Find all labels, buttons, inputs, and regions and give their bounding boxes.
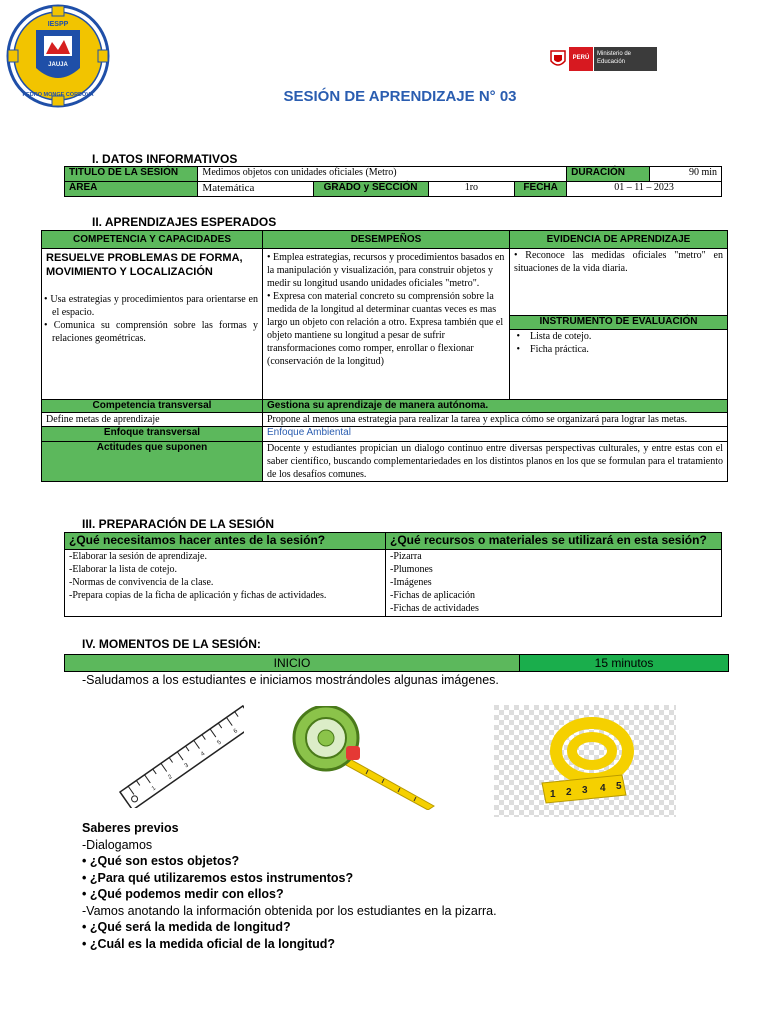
enfoque-value: Enfoque Ambiental <box>263 427 728 442</box>
enfoque-label: Enfoque transversal <box>42 427 263 442</box>
ruler-number: 5 <box>216 739 223 747</box>
transversal-value: Gestiona su aprendizaje de manera autónoma. <box>263 400 728 413</box>
col-antes: ¿Qué necesitamos hacer antes de la sesión? <box>65 533 386 550</box>
titulo-value: Medimos objetos con unidades oficiales (Metro) <box>198 167 567 182</box>
ruler-number: 2 <box>167 774 174 781</box>
tape-number: 2 <box>566 787 572 798</box>
section-3-heading: III. PREPARACIÓN DE LA SESIÓN <box>82 517 275 531</box>
recurso-item: -Pizarra <box>390 551 422 562</box>
fecha-label: FECHA <box>515 182 567 197</box>
logo-badge-text: JAUJA <box>48 62 68 68</box>
desempeno-item: • Expresa con material concreto su comprensión sobre la medida de la longitud al determinar cuantas veces es mas largo un objeto con relación a otro. Expresa también que el objeto mantiene su longitud a pesar de sufrir transformaciones como romper, enrollar o flexionar (conservación de la longitud) <box>267 291 504 367</box>
recurso-item: -Imágenes <box>390 577 432 588</box>
grado-label: GRADO y SECCIÓN <box>313 182 428 197</box>
col-competencia: COMPETENCIA Y CAPACIDADES <box>42 231 263 249</box>
tape-number: 4 <box>600 783 606 794</box>
antes-item: -Elaborar la lista de cotejo. <box>69 564 178 575</box>
coiled-tape-image <box>494 705 676 817</box>
ruler-number: 4 <box>200 751 207 758</box>
ministry-name: Ministerio de Educación <box>597 51 632 65</box>
instrumento-item: • Ficha práctica. <box>514 344 589 355</box>
recurso-item: -Fichas de aplicación <box>390 590 475 601</box>
logo-top-text: IESPP <box>47 21 69 28</box>
col-desempenos: DESEMPEÑOS <box>263 231 510 249</box>
duracion-value: 90 min <box>649 167 721 182</box>
evidencia-value: • Reconoce las medidas oficiales "metro" en situaciones de la vida diaria. <box>510 249 728 316</box>
ruler-number: 6 <box>232 728 240 735</box>
metas-label: Define metas de aprendizaje <box>42 413 263 427</box>
competencia-title: RESUELVE PROBLEMAS DE FORMA, MOVIMIENTO Y LOCALIZACIÓN <box>46 252 243 278</box>
ruler-number: 1 <box>150 785 158 793</box>
transversal-label: Competencia transversal <box>42 400 263 413</box>
antes-item: -Normas de convivencia de la clase. <box>69 577 214 588</box>
grado-value: 1ro <box>428 182 515 197</box>
tape-number: 5 <box>616 781 622 792</box>
antes-item: -Elaborar la sesión de aprendizaje. <box>69 551 207 562</box>
aprendizajes-table <box>41 230 728 482</box>
col-evidencia: EVIDENCIA DE APRENDIZAJE <box>510 231 728 249</box>
capacidad-item: • Usa estrategias y procedimientos para orientarse en el espacio. <box>44 294 258 318</box>
titulo-label: TITULO DE LA SESIÓN <box>65 167 198 182</box>
section-4-heading: IV. MOMENTOS DE LA SESIÓN: <box>82 637 261 651</box>
antes-item: -Prepara copias de la ficha de aplicación y fichas de actividades. <box>69 590 327 601</box>
capacidad-item: • Comunica su comprensión sobre las formas y relaciones geométricas. <box>44 320 258 344</box>
logo-ring-text: PEDRO MONGE CORDOVA <box>22 92 94 98</box>
inicio-table <box>64 654 729 672</box>
recurso-item: -Fichas de actividades <box>390 603 479 614</box>
saberes-title: Saberes previos <box>82 821 179 835</box>
area-label: ÁREA <box>65 182 198 197</box>
preparacion-table <box>64 532 722 617</box>
ruler-image <box>108 700 244 808</box>
datos-informativos-table <box>64 166 722 197</box>
desempeno-item: • Emplea estrategias, recursos y procedimientos basados en la manipulación y visualización, para construir objetos y medir su longitud usando unidades oficiales "metro". <box>267 252 505 289</box>
inicio-intro: -Saludamos a los estudiantes e iniciamos mostrándoles algunas imágenes. <box>82 673 499 687</box>
question-item: • ¿Cuál es la medida oficial de la longitud? <box>82 936 336 951</box>
question-item: • ¿Para qué utilizaremos estos instrumentos? <box>82 870 354 885</box>
area-value: Matemática <box>198 182 313 197</box>
inicio-label: INICIO <box>65 655 520 672</box>
section-1-heading: I. DATOS INFORMATIVOS <box>92 152 238 166</box>
duracion-label: DURACIÓN <box>567 167 650 182</box>
metas-value: Propone al menos una estrategia para realizar la tarea y explica cómo se organizará para lograr las metas. <box>263 413 728 427</box>
tape-number: 3 <box>582 785 588 796</box>
instrumento-item: • Lista de cotejo. <box>514 331 592 342</box>
question-item: • ¿Qué podemos medir con ellos? <box>82 887 284 901</box>
ministry-logo <box>549 47 657 71</box>
tape-measure-image <box>288 706 440 810</box>
section-2-heading: II. APRENDIZAJES ESPERADOS <box>92 215 277 229</box>
actitudes-value: Docente y estudiantes propician un dialogo continuo entre diversas perspectivas culturales, y entre estas con el saber científico, buscando complementariedades en los distintos planos en los que se formulan para el tratamiento de los desafíos comunes. <box>263 442 728 482</box>
page-title: SESIÓN DE APRENDIZAJE N° 03 <box>283 88 517 105</box>
instrumento-label: INSTRUMENTO DE EVALUACIÓN <box>510 316 728 330</box>
inicio-time: 15 minutos <box>520 655 729 672</box>
dialogamos-text: -Dialogamos <box>82 837 153 852</box>
question-item: • ¿Qué son estos objetos? <box>82 854 240 868</box>
question-item: • ¿Qué será la medida de longitud? <box>82 920 291 934</box>
col-recursos: ¿Qué recursos o materiales se utilizará en esta sesión? <box>386 533 722 550</box>
ministry-country: PERÚ <box>572 55 590 61</box>
fecha-value: 01 – 11 – 2023 <box>567 182 722 197</box>
actitudes-label: Actitudes que suponen <box>42 442 263 482</box>
tape-number: 1 <box>550 789 556 800</box>
recurso-item: -Plumones <box>390 564 433 575</box>
ruler-number: 3 <box>183 762 190 770</box>
peru-shield-icon <box>549 47 567 71</box>
anotando-text: -Vamos anotando la información obtenida por los estudiantes en la pizarra. <box>82 903 497 918</box>
